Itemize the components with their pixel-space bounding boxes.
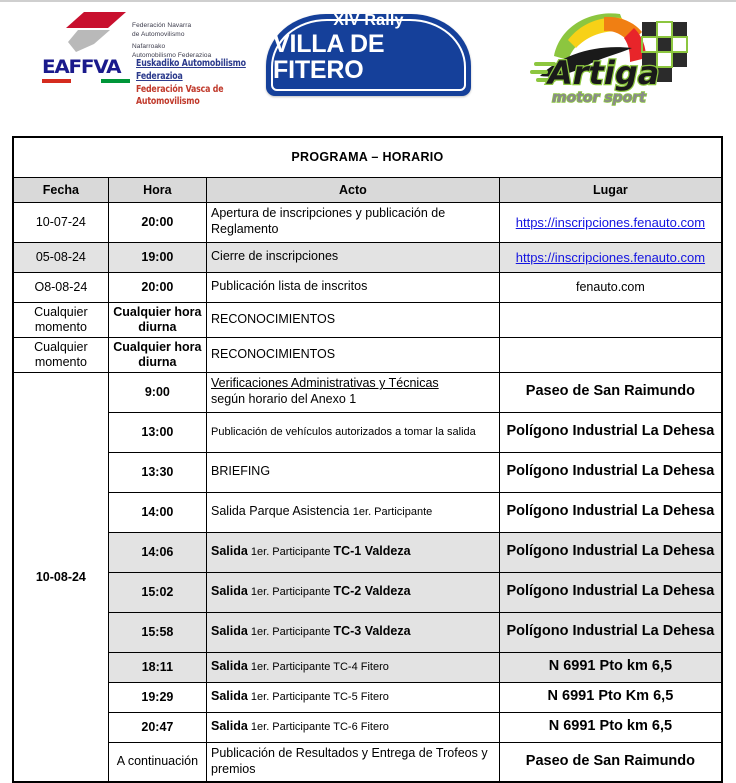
- cell-hora: Cualquier hora diurna: [108, 337, 206, 372]
- cell-lugar: Polígono Industrial La Dehesa: [499, 612, 722, 652]
- basque-flag-bars-icon: [42, 79, 130, 83]
- fna-line-3: Nafarroako: [132, 43, 166, 51]
- table-row: [13, 742, 722, 782]
- acto-small-part: 1er. Participante: [247, 626, 334, 639]
- acto-plain-part: Salida Parque Asistencia: [211, 504, 353, 519]
- table-row: [13, 682, 722, 712]
- cell-lugar: Paseo de San Raimundo: [499, 742, 722, 782]
- fna-line-4: Automobilismo Federazioa: [132, 51, 212, 59]
- acto-bold-part: Salida: [211, 659, 248, 674]
- table-row: [13, 242, 722, 272]
- cell-hora: 15:02: [108, 572, 206, 612]
- cell-lugar: [499, 337, 722, 372]
- acto-rest-part: según horario del Anexo 1: [211, 392, 357, 406]
- table-row: [13, 532, 722, 572]
- cell-hora: 14:00: [108, 492, 206, 532]
- cell-hora: 19:00: [108, 242, 206, 272]
- acto-tc-part: TC-1 Valdeza: [333, 544, 411, 559]
- column-header-fecha: Fecha: [13, 177, 108, 202]
- cell-hora: 18:11: [108, 652, 206, 682]
- cell-fecha: O8-08-24: [13, 272, 108, 302]
- column-header-lugar: Lugar: [499, 177, 722, 202]
- cell-lugar: Paseo de San Raimundo: [499, 372, 722, 412]
- cell-hora: 20:47: [108, 712, 206, 742]
- table-row: [13, 712, 722, 742]
- cell-fecha: 10-07-24: [13, 202, 108, 242]
- table-row: [13, 612, 722, 652]
- cell-hora: Cualquier hora diurna: [108, 302, 206, 337]
- acto-bold-part: Salida: [211, 719, 248, 734]
- table-row: [13, 572, 722, 612]
- federacion-navarra-logo: [64, 10, 211, 60]
- cell-acto: [207, 372, 500, 412]
- cell-hora: 14:06: [108, 532, 206, 572]
- rally-plate-shape: [266, 11, 471, 96]
- acto-small-part: 1er. Participante TC-6 Fitero: [247, 721, 389, 734]
- federation-logos-block: [42, 8, 272, 108]
- cell-lugar: [499, 202, 722, 242]
- eaffva-wordmark: EAFFVA: [42, 56, 121, 78]
- table-row: [13, 412, 722, 452]
- cell-hora: 13:00: [108, 412, 206, 452]
- eaffva-mark: [42, 58, 130, 83]
- cell-acto: Cierre de inscripciones: [207, 242, 500, 272]
- artiga-logo-graphic: [530, 4, 700, 108]
- rally-plate-inner-border: [271, 11, 466, 91]
- eaffva-text: [136, 58, 261, 109]
- table-row: [13, 652, 722, 682]
- table-row: [13, 272, 722, 302]
- cell-acto: RECONOCIMIENTOS: [207, 302, 500, 337]
- cell-hora: A continuación: [108, 742, 206, 782]
- acto-bold-part: Salida: [211, 624, 248, 639]
- cell-lugar: N 6991 Pto km 6,5: [499, 652, 722, 682]
- cell-acto: BRIEFING: [207, 452, 500, 492]
- cell-lugar: N 6991 Pto km 6,5: [499, 712, 722, 742]
- cell-fecha: 05-08-24: [13, 242, 108, 272]
- table-row: [13, 302, 722, 337]
- cell-acto: [207, 532, 500, 572]
- table-row: [13, 452, 722, 492]
- cell-lugar: N 6991 Pto Km 6,5: [499, 682, 722, 712]
- table-row: [13, 492, 722, 532]
- acto-small-part: 1er. Participante TC-4 Fitero: [247, 661, 389, 674]
- inscripciones-link[interactable]: https://inscripciones.fenauto.com: [515, 214, 706, 230]
- table-row: [13, 337, 722, 372]
- cell-hora: 9:00: [108, 372, 206, 412]
- cell-lugar: Polígono Industrial La Dehesa: [499, 572, 722, 612]
- cell-acto: Publicación de Resultados y Entrega de Trofeos y premios: [207, 742, 500, 782]
- eaffva-line-2: Federación Vasca de Automovilismo: [136, 83, 224, 108]
- acto-bold-part: Salida: [211, 544, 248, 559]
- cell-acto: [207, 712, 500, 742]
- artiga-motorsport-logo: [530, 4, 700, 108]
- rally-plate-logo: [266, 11, 471, 96]
- cell-lugar: Polígono Industrial La Dehesa: [499, 452, 722, 492]
- programa-horario-table: [12, 136, 723, 783]
- cell-hora: 19:29: [108, 682, 206, 712]
- fna-line-1: Federación Navarra: [132, 22, 192, 29]
- eaffva-logo: [42, 58, 272, 109]
- logo-header-band: [0, 0, 736, 120]
- navarra-chevron-icon: [64, 10, 128, 54]
- page-title: PROGRAMA – HORARIO: [13, 137, 722, 177]
- inscripciones-link[interactable]: https://inscripciones.fenauto.com: [515, 249, 706, 265]
- table-title-row: [13, 137, 722, 177]
- federacion-navarra-text: [132, 10, 211, 60]
- programa-horario-table-wrap: [12, 136, 723, 783]
- cell-fecha: Cualquier momento: [13, 337, 108, 372]
- rally-plate-line-2: VILLA DE FITERO: [273, 29, 385, 84]
- table-row: [13, 202, 722, 242]
- cell-acto: Publicación lista de inscritos: [207, 272, 500, 302]
- cell-hora: 20:00: [108, 272, 206, 302]
- cell-fecha-merged: 10-08-24: [13, 372, 108, 782]
- cell-lugar: Polígono Industrial La Dehesa: [499, 412, 722, 452]
- acto-tc-part: TC-2 Valdeza: [333, 584, 411, 599]
- cell-hora: 15:58: [108, 612, 206, 652]
- eaffva-line-1: Euskadiko Automobilismo Federazioa: [136, 58, 246, 82]
- rally-plate-line-1: XIV Rally: [333, 11, 404, 29]
- acto-small-part: 1er. Participante: [352, 506, 433, 519]
- artiga-tagline: motor sport: [552, 90, 646, 106]
- table-header-row: [13, 177, 722, 202]
- cell-fecha: Cualquier momento: [13, 302, 108, 337]
- fna-line-2: de Automovilismo: [132, 30, 185, 38]
- table-row: [13, 372, 722, 412]
- cell-hora: 20:00: [108, 202, 206, 242]
- column-header-acto: Acto: [207, 177, 500, 202]
- cell-lugar: [499, 242, 722, 272]
- acto-underlined-part: Verificaciones Administrativas y Técnicas: [211, 376, 439, 391]
- acto-bold-part: Salida: [211, 689, 248, 704]
- acto-small-part: 1er. Participante: [247, 586, 334, 599]
- cell-acto: [207, 572, 500, 612]
- cell-acto: Publicación de vehículos autorizados a tomar la salida: [207, 412, 500, 452]
- cell-lugar: Polígono Industrial La Dehesa: [499, 492, 722, 532]
- cell-lugar: Polígono Industrial La Dehesa: [499, 532, 722, 572]
- acto-small-part: 1er. Participante TC-5 Fitero: [247, 691, 389, 704]
- cell-acto: [207, 652, 500, 682]
- acto-bold-part: Salida: [211, 584, 248, 599]
- cell-hora: 13:30: [108, 452, 206, 492]
- cell-acto: [207, 682, 500, 712]
- acto-tc-part: TC-3 Valdeza: [333, 624, 411, 639]
- cell-acto: RECONOCIMIENTOS: [207, 337, 500, 372]
- acto-small-part: 1er. Participante: [247, 546, 334, 559]
- cell-acto: [207, 492, 500, 532]
- cell-lugar: [499, 302, 722, 337]
- column-header-hora: Hora: [108, 177, 206, 202]
- cell-acto: [207, 612, 500, 652]
- cell-lugar: fenauto.com: [499, 272, 722, 302]
- cell-acto: Apertura de inscripciones y publicación de Reglamento: [207, 202, 500, 242]
- artiga-wordmark: Artiga: [548, 54, 660, 92]
